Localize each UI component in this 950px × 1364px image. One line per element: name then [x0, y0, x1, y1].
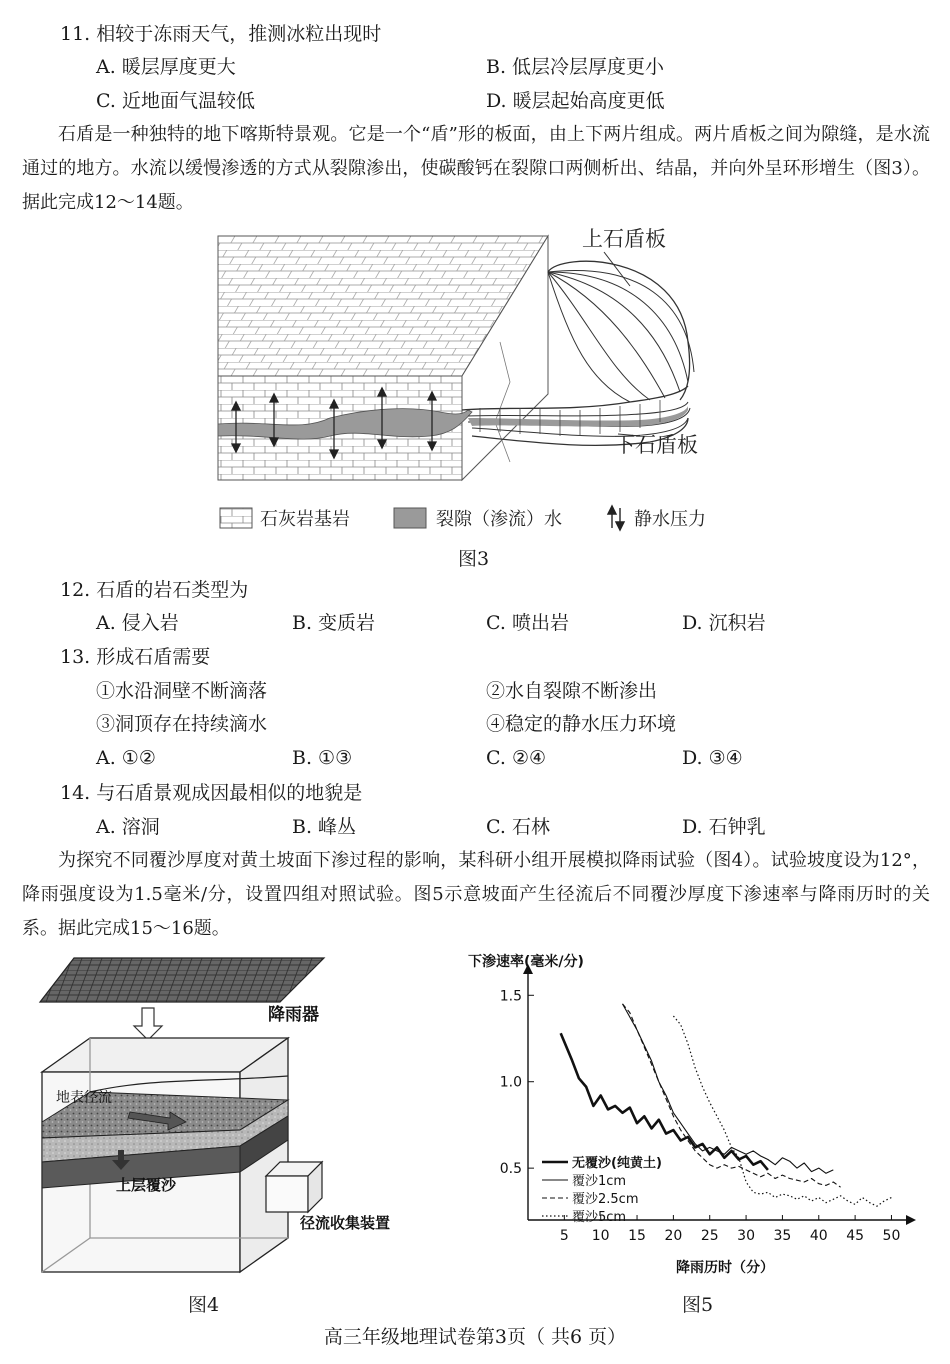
- chart-x-axis-label: 降雨历时（分）: [676, 1260, 774, 1276]
- q14-option-a[interactable]: A. 溶洞: [96, 816, 160, 838]
- figure-3-diagram: [210, 222, 730, 544]
- legend-pressure-arrow-icon: [608, 506, 624, 530]
- q13-statement-3: ③洞顶存在持续滴水: [96, 713, 268, 735]
- label-surface-runoff: 地表径流: [56, 1090, 112, 1106]
- down-arrow-icon: [134, 1008, 162, 1040]
- q14-option-d[interactable]: D. 石钟乳: [682, 816, 766, 838]
- q12-stem: 12. 石盾的岩石类型为: [60, 579, 249, 601]
- q12-option-c[interactable]: C. 喷出岩: [486, 612, 569, 634]
- q13-option-d[interactable]: D. ③④: [682, 747, 743, 769]
- label-upper-shield: 上石盾板: [582, 227, 666, 251]
- q11-option-d[interactable]: D. 暖层起始高度更低: [486, 90, 665, 112]
- q13-option-a[interactable]: A. ①②: [96, 747, 156, 769]
- y-tick-label: 1.5: [499, 988, 522, 1005]
- q11-option-c[interactable]: C. 近地面气温较低: [96, 90, 255, 112]
- label-rain-simulator: 降雨器: [268, 1005, 319, 1025]
- q13-statement-4: ④稳定的静水压力环境: [486, 713, 677, 735]
- page-footer: 高三年级地理试卷第3页（ 共6 页）: [323, 1326, 627, 1348]
- series-line-4: [673, 1016, 891, 1206]
- x-tick-label: 15: [628, 1228, 646, 1244]
- x-axis-arrow-icon: [906, 1215, 916, 1225]
- runoff-collector: [266, 1162, 322, 1212]
- intro-paragraph-stone-shield: 石盾是一种独特的地下喀斯特景观。它是一个“盾”形的板面，由上下两片组成。两片盾板之间为隙缝，是水流通过的地方。水流以缓慢渗透的方式从裂隙渗出，使碳酸钙在裂隙口两侧析出、结晶，并向外呈环形增生（图3）。据此完成12～14题。: [22, 124, 930, 213]
- figure-5-chart: [462, 950, 922, 1282]
- q12-option-a[interactable]: A. 侵入岩: [96, 612, 179, 634]
- legend-limestone: 石灰岩基岩: [260, 509, 350, 530]
- x-tick-label: 50: [882, 1228, 901, 1244]
- figure-4-diagram: [30, 950, 440, 1282]
- legend-label-2: 覆沙1cm: [572, 1174, 627, 1189]
- figure-5-caption: 图5: [682, 1294, 714, 1316]
- q11-option-a[interactable]: A. 暖层厚度更大: [96, 56, 236, 78]
- legend-pressure: 静水压力: [634, 509, 706, 530]
- label-lower-shield: 下石盾板: [614, 433, 698, 457]
- q13-option-c[interactable]: C. ②④: [486, 747, 547, 769]
- label-collector: 径流收集装置: [300, 1214, 391, 1232]
- figure-4-caption: 图4: [188, 1294, 220, 1316]
- legend-limestone-swatch: [220, 508, 252, 528]
- q14-stem: 14. 与石盾景观成因最相似的地貌是: [60, 782, 363, 804]
- legend-fissure-swatch: [394, 508, 426, 528]
- q13-statement-1: ①水沿洞壁不断滴落: [96, 680, 268, 702]
- y-tick-label: 0.5: [499, 1161, 522, 1178]
- x-tick-label: 25: [700, 1228, 719, 1244]
- x-tick-label: 10: [591, 1228, 610, 1244]
- label-top-sand: 上层覆沙: [116, 1176, 177, 1194]
- series-line-2: [623, 1004, 834, 1173]
- legend-label-1: 无覆沙(纯黄土): [572, 1156, 662, 1171]
- q11-option-b[interactable]: B. 低层冷层厚度更小: [486, 56, 665, 78]
- figure-3-caption: 图3: [458, 548, 490, 570]
- x-tick-label: 45: [846, 1228, 865, 1244]
- q12-option-b[interactable]: B. 变质岩: [292, 612, 376, 634]
- q14-option-c[interactable]: C. 石林: [486, 816, 550, 838]
- q13-stem: 13. 形成石盾需要: [60, 646, 211, 668]
- rain-simulator: [40, 958, 324, 1002]
- x-tick-label: 5: [559, 1228, 569, 1244]
- q13-option-b[interactable]: B. ①③: [292, 747, 353, 769]
- legend-label-4: 覆沙5cm: [572, 1210, 627, 1225]
- q14-option-b[interactable]: B. 峰丛: [292, 816, 357, 838]
- q12-option-d[interactable]: D. 沉积岩: [682, 612, 766, 634]
- chart-y-axis-label: 下渗速率(毫米/分): [468, 954, 584, 970]
- legend-label-3: 覆沙2.5cm: [572, 1192, 639, 1207]
- x-tick-label: 40: [809, 1228, 828, 1244]
- q11-stem: 11. 相较于冻雨天气，推测冰粒出现时: [60, 23, 382, 45]
- intro-paragraph-rain-experiment: 为探究不同覆沙厚度对黄土坡面下渗过程的影响，某科研小组开展模拟降雨试验（图4）。试验坡度设为12°，降雨强度设为1.5毫米/分，设置四组对照试验。图5示意坡面产生径流后不同覆沙厚度下渗速率与降雨历时的关系。据此完成15～16题。: [22, 850, 930, 939]
- x-tick-label: 35: [773, 1228, 792, 1244]
- legend-fissure: 裂隙（渗流）水: [436, 509, 562, 530]
- y-tick-label: 1.0: [499, 1074, 522, 1091]
- x-tick-label: 30: [737, 1228, 755, 1244]
- q13-statement-2: ②水自裂隙不断渗出: [486, 680, 658, 702]
- x-tick-label: 20: [664, 1228, 683, 1244]
